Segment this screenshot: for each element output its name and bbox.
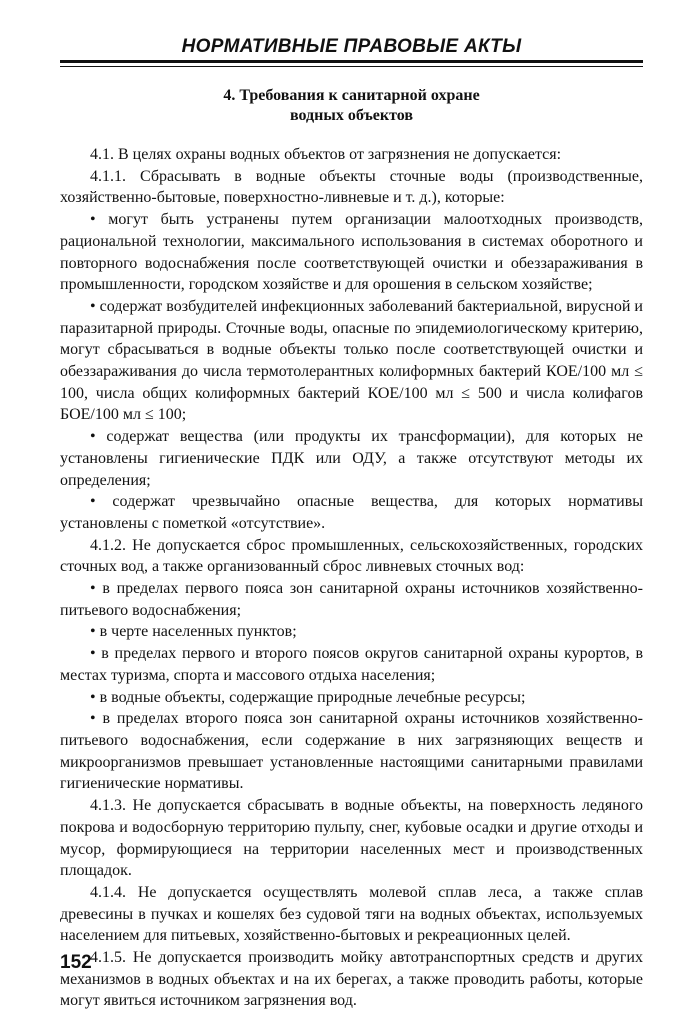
bullet-item: • содержат чрезвычайно опасные вещества, для которых нормативы установлены с пометкой «отсутствие». bbox=[60, 493, 643, 532]
paragraph-4-1-2: 4.1.2. Не допускается сброс промышленных, сельскохозяйственных, городских сточных вод, а также организованный сброс ливневых сточных вод: bbox=[60, 536, 643, 576]
section-title-line-2: водных объектов bbox=[289, 107, 413, 124]
running-header: НОРМАТИВНЫЕ ПРАВОВЫЕ АКТЫ bbox=[181, 36, 522, 57]
header-rule-thick bbox=[60, 60, 643, 63]
bullet-item: • в пределах первого пояса зон санитарной охраны источников хозяйственно-питьевого водоснабжения; bbox=[60, 580, 643, 619]
paragraph-4-1-1: 4.1.1. Сбрасывать в водные объекты сточные воды (производственные, хозяйственно-бытовые, поверхностно-ливневые и т. д.), которые: bbox=[60, 167, 643, 207]
bullet-item: • в пределах второго пояса зон санитарной охраны источников хозяйственно-питьевого водоснабжения, если содержание в них загрязняющих веществ и микроорганизмов превышает установленные настоящими санитарными правилами гигиенические нормативы. bbox=[60, 710, 643, 793]
section-title bbox=[60, 86, 643, 126]
bullet-item: • содержат вещества (или продукты их трансформации), для которых не установлены гигиенические ПДК или ОДУ, а также отсутствуют методы их определения; bbox=[60, 428, 643, 489]
page-number: 152 bbox=[60, 952, 92, 973]
paragraph-4-1-3: 4.1.3. Не допускается сбрасывать в водные объекты, на поверхность ледяного покрова и водосборную территорию пульпу, снег, кубовые осадки и другие отходы и мусор, формирующиеся на территории населенных мест и производственных площадок. bbox=[60, 797, 643, 880]
bullet-item: • в водные объекты, содержащие природные лечебные ресурсы; bbox=[90, 688, 526, 706]
bullet-item: • в черте населенных пунктов; bbox=[90, 623, 297, 641]
paragraph-4-1-5: 4.1.5. Не допускается производить мойку автотранспортных средств и других механизмов в водных объектах и на их берегах, а также проводить работы, которые могут явиться источником загрязнения вод. bbox=[60, 949, 643, 1010]
paragraph-4-1: 4.1. В целях охраны водных объектов от загрязнения не допускается: bbox=[90, 146, 562, 163]
bullet-item: • могут быть устранены путем организации малоотходных производств, рациональной технологии, максимального использования в системах оборотного и повторного водоснабжения после соответствующей очистки и обеззараживания в промышленности, городском хозяйстве и для орошения в сельском хозяйстве; bbox=[60, 211, 643, 294]
header-rule-thin bbox=[60, 66, 643, 67]
bullet-item: • содержат возбудителей инфекционных заболеваний бактериальной, вирусной и паразитарной природы. Сточные воды, опасные по эпидемиологическому критерию, могут сбрасываться в водные объекты только после соответствующей очистки и обеззараживания до числа термотолерантных колиформных бактерий КОЕ/100 мл ≤ 100, числа общих колиформных бактерий КОЕ/100 мл ≤ 500 и числа колифагов БОЕ/100 мл ≤ 100; bbox=[60, 297, 643, 424]
document-body bbox=[60, 144, 643, 1012]
paragraph-4-1-4: 4.1.4. Не допускается осуществлять молевой сплав леса, а также сплав древесины в пучках и кошелях без судовой тяги на водных объектах, используемых населением для питьевых, хозяйственно-бытовых и рекреационных целей. bbox=[60, 883, 643, 945]
bullet-item: • в пределах первого и второго поясов округов санитарной охраны курортов, в местах туризма, спорта и массового отдыха населения; bbox=[60, 645, 643, 684]
section-title-line-1: 4. Требования к санитарной охране bbox=[223, 87, 480, 104]
